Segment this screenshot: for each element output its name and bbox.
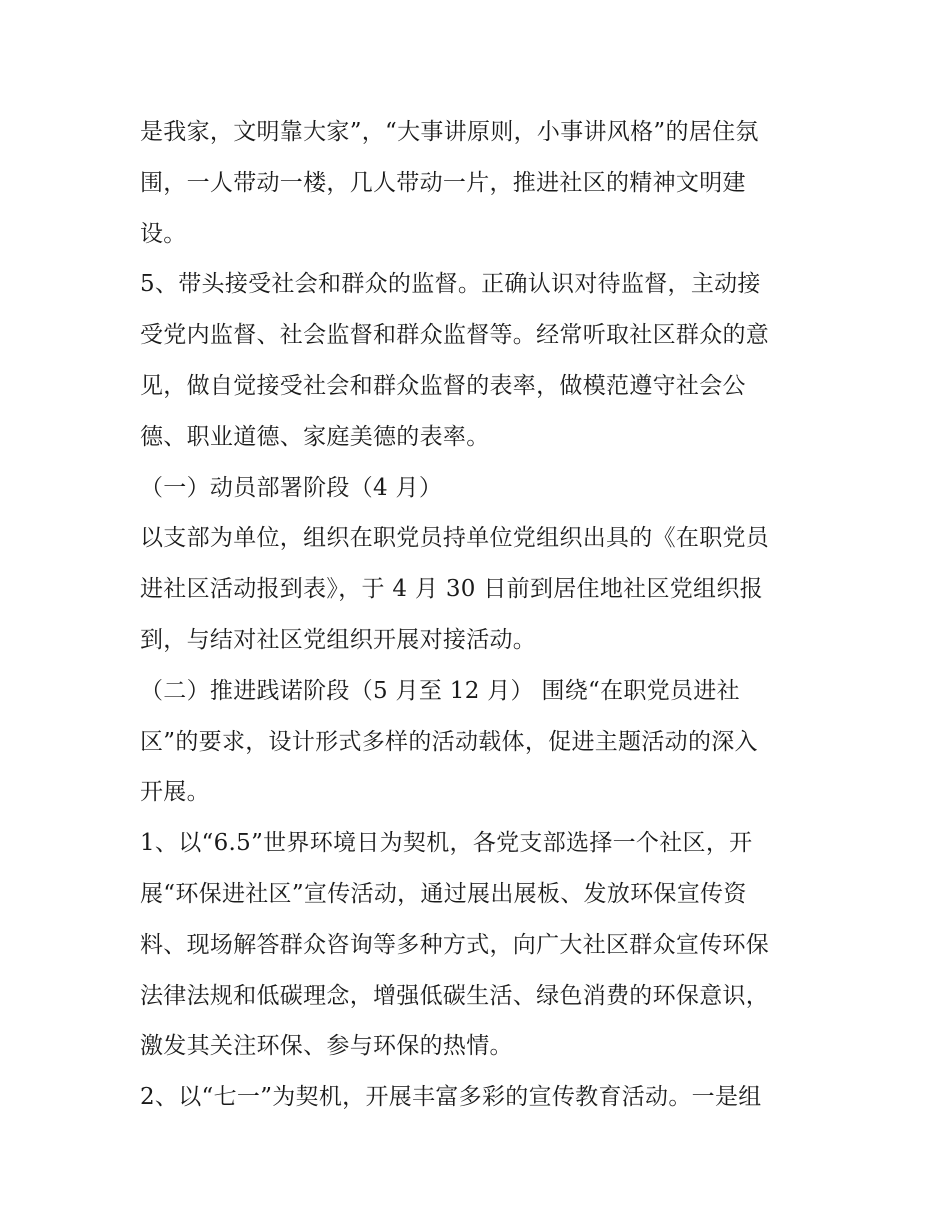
section-heading-2: （二）推进践诺阶段（5 月至 12 月） 围绕“在职党员进社 bbox=[140, 677, 740, 704]
text-line: 以支部为单位，组织在职党员持单位党组织出具的《在职党员 bbox=[140, 525, 770, 552]
text-line: 德、职业道德、家庭美德的表率。 bbox=[140, 423, 490, 450]
text-line: 受党内监督、社会监督和群众监督等。经常听取社区群众的意 bbox=[140, 322, 770, 349]
text-line: 见，做自觉接受社会和群众监督的表率，做模范遵守社会公 bbox=[140, 372, 746, 399]
section-heading-1: （一）动员部署阶段（4 月） bbox=[140, 474, 443, 501]
text-line: 开展。 bbox=[140, 779, 210, 806]
text-line: 区”的要求，设计形式多样的活动载体，促进主题活动的深入 bbox=[140, 728, 758, 755]
text-line: 2、以“七一”为契机，开展丰富多彩的宣传教育活动。一是组 bbox=[140, 1084, 762, 1111]
text-line: 展“环保进社区”宣传活动，通过展出展板、发放环保宣传资 bbox=[140, 880, 747, 907]
text-line: 围，一人带动一楼，几人带动一片，推进社区的精神文明建 bbox=[140, 169, 746, 196]
body-text bbox=[140, 107, 820, 1123]
text-line: 法律法规和低碳理念，增强低碳生活、绿色消费的环保意识， bbox=[140, 982, 770, 1009]
text-line: 1、以“6.5”世界环境日为契机，各党支部选择一个社区，开 bbox=[140, 830, 753, 857]
text-line: 料、现场解答群众咨询等多种方式，向广大社区群众宣传环保 bbox=[140, 931, 770, 958]
text-line: 激发其关注环保、参与环保的热情。 bbox=[140, 1033, 513, 1060]
text-line: 设。 bbox=[140, 220, 187, 247]
text-line: 5、带头接受社会和群众的监督。正确认识对待监督，主动接 bbox=[140, 271, 761, 298]
text-line: 到，与结对社区党组织开展对接活动。 bbox=[140, 626, 537, 653]
text-line: 是我家，文明靠大家”，“大事讲原则，小事讲风格”的居住氛 bbox=[140, 119, 759, 145]
text-line: 进社区活动报到表》，于 4 月 30 日前到居住地社区党组织报 bbox=[140, 576, 763, 603]
